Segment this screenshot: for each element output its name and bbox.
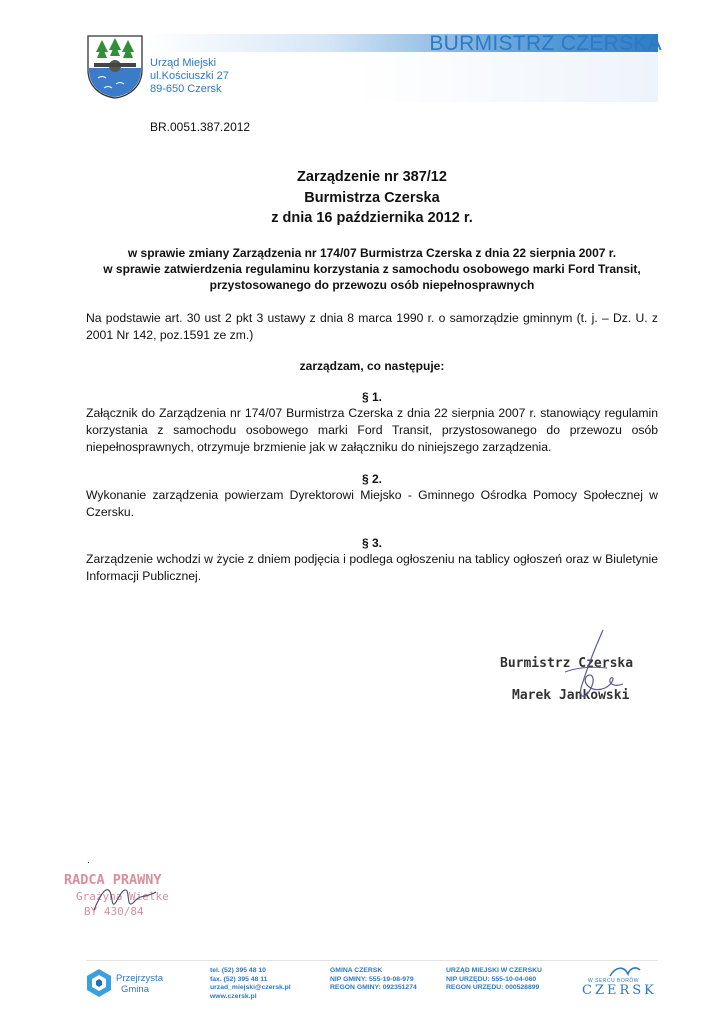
subject-line: w sprawie zmiany Zarządzenia nr 174/07 Burmistrza Czerska z dnia 22 sierpnia 2007 r.: [127, 246, 617, 260]
footer-municipality-nip: NIP GMINY: 555-19-08-979: [330, 975, 414, 983]
transparent-municipality-label: Gmina: [121, 984, 149, 995]
footer-office-regon: REGON URZĘDU: 000528899: [446, 984, 540, 992]
mayor-title: BURMISTRZ CZERSKA: [429, 32, 662, 55]
footer-website[interactable]: www.czersk.pl: [210, 992, 257, 1000]
document-reference: BR.0051.387.2012: [150, 120, 251, 134]
footer-office-name: URZĄD MIEJSKI W CZERSKU: [446, 967, 542, 974]
footer-email[interactable]: urzad_miejski@czersk.pl: [210, 984, 291, 992]
signature-name: Marek Jankowski: [512, 688, 630, 703]
stamp-name: Grażyna Wielke: [76, 890, 169, 903]
office-name: Urząd Miejski: [150, 57, 217, 69]
footer-office: [446, 967, 542, 993]
logo-wordmark: CZERSK: [582, 983, 657, 998]
office-postcode-city: 89-650 Czersk: [150, 83, 222, 95]
document-date: z dnia 16 października 2012 r.: [271, 210, 473, 226]
subject-line: przystosowanego do przewozu osób niepełnosprawnych: [209, 278, 535, 292]
legal-counsel-stamp: [62, 868, 192, 918]
transparent-municipality-icon: [86, 968, 112, 998]
document-issuer: Burmistrza Czerska: [304, 190, 440, 206]
stamp-title: RADCA PRAWNY: [64, 872, 162, 888]
subject-line: w sprawie zatwierdzenia regulaminu korzystania z samochodu osobowego marki Ford Transit,: [103, 262, 641, 276]
signature-title: Burmistrz Czerska: [500, 656, 634, 671]
office-street: ul.Kościuszki 27: [150, 70, 229, 82]
decree-statement: zarządzam, co następuje:: [299, 359, 445, 373]
czersk-coat-of-arms-icon: [86, 34, 144, 100]
footer-contact: [210, 967, 291, 1001]
footer-municipality-regon: REGON GMINY: 092351274: [330, 984, 417, 992]
footer-phone: tel. (52) 395 48 10: [210, 967, 266, 974]
stamp-number: BY 430/84: [84, 905, 144, 918]
section-3-label: § 3.: [361, 536, 382, 550]
footer-municipality-name: GMINA CZERSK: [330, 967, 383, 974]
footer-office-nip: NIP URZĘDU: 555-10-04-060: [446, 975, 537, 983]
czersk-town-logo: [570, 964, 660, 1000]
section-3-text: Zarządzenie wchodzi w życie z dniem podjęcia i podlega ogłoszeniu na tablicy ogłoszeń oraz w Biuletynie Informacji Publicznej.: [86, 552, 658, 583]
stamp-dot: .: [87, 855, 90, 866]
handwritten-signature-icon: [495, 628, 655, 708]
stamp-signature-icon: [90, 880, 160, 920]
transparent-municipality-label: Przejrzysta: [116, 973, 163, 984]
section-1-text: Załącznik do Zarządzenia nr 174/07 Burmistrza Czerska z dnia 22 sierpnia 2007 r. stanowiący regulamin korzystania z samochodu osobowego marki Ford Transit, przystosowanego do przewozu osób niepełnosprawnych, otrzymuje brzmienie jak w załączniku do niniejszego zarządzenia.: [86, 406, 658, 454]
footer-divider: [86, 960, 658, 961]
footer-fax: fax. (52) 395 48 11: [210, 975, 268, 983]
legal-basis: Na podstawie art. 30 ust 2 pkt 3 ustawy z dnia 8 marca 1990 r. o samorządzie gminnym (t. j. – Dz. U. z 2001 Nr 142, poz.1591 ze zm.): [86, 311, 658, 342]
logo-tagline: W SERCU BORÓW: [588, 978, 639, 984]
document-title: Zarządzenie nr 387/12: [297, 169, 447, 185]
section-1-label: § 1.: [361, 390, 382, 404]
section-2-label: § 2.: [361, 472, 382, 486]
footer-municipality: [330, 967, 417, 993]
section-2-text: Wykonanie zarządzenia powierzam Dyrektorowi Miejsko - Gminnego Ośrodka Pomocy Społecznej w Czersku.: [86, 488, 658, 519]
